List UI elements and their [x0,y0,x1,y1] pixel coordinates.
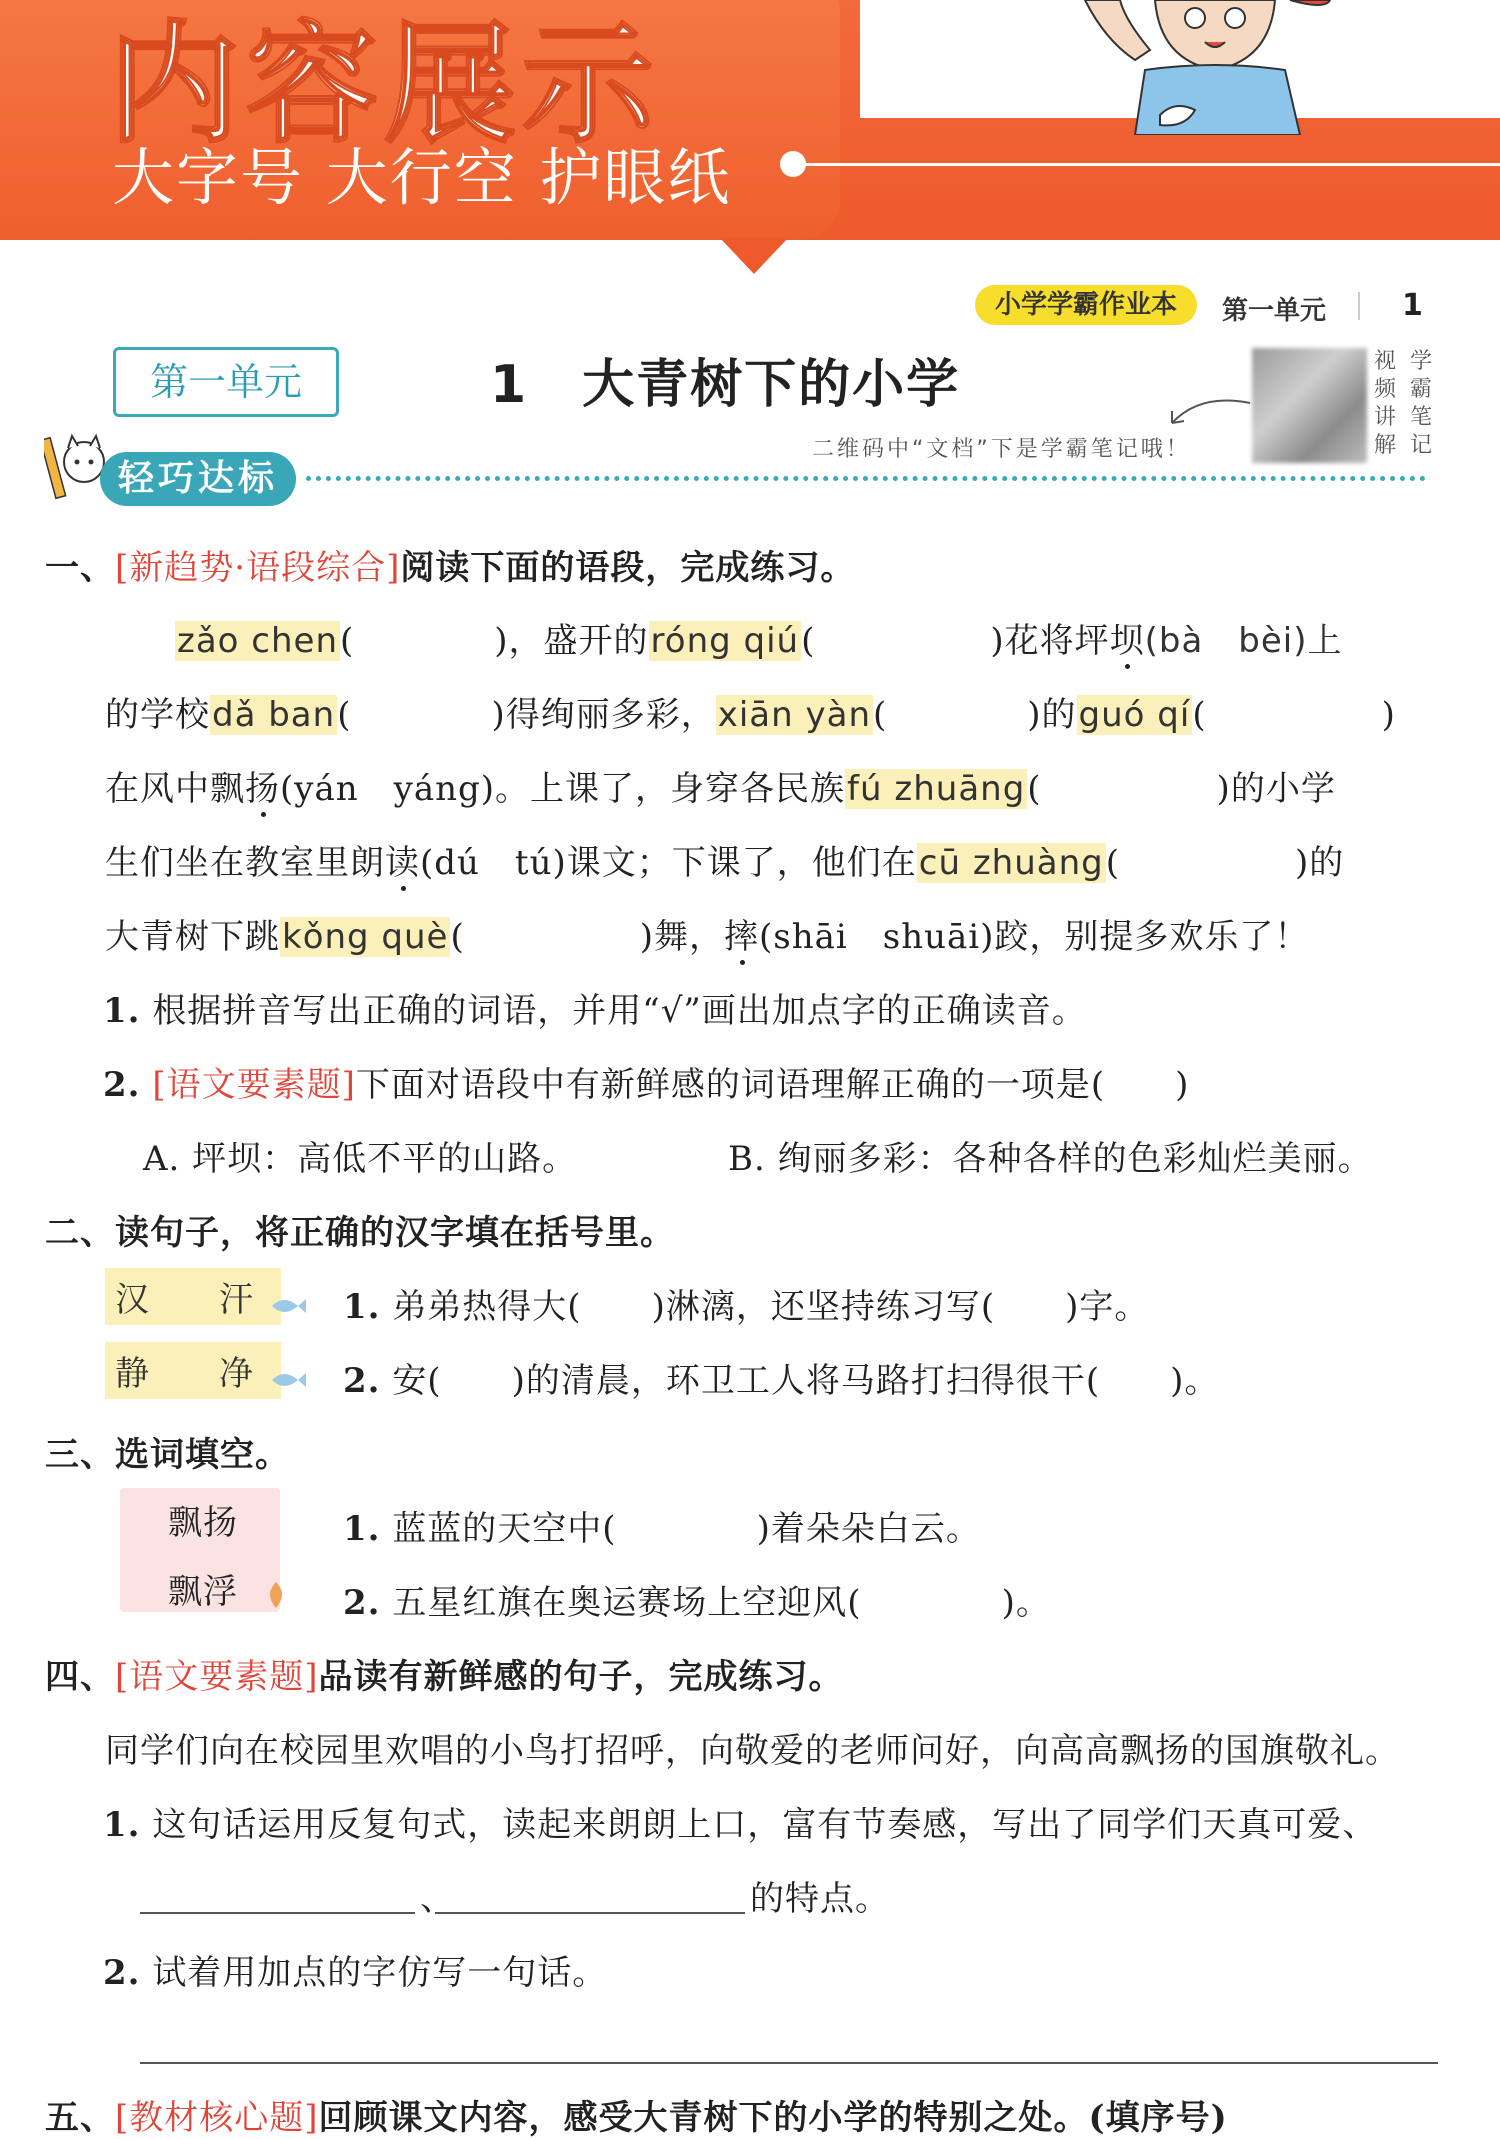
text: 大青树下跳 [105,917,280,957]
text: 的学校 [105,695,210,735]
pinyin-word: róng qiú [650,621,800,661]
banner-subtitle: 大字号 大行空 护眼纸 [112,141,732,214]
section-title: 阅读下面的语段，完成练习。 [400,548,856,588]
question-tag: [语文要素题] [152,1065,356,1105]
series-pill: 小学学霸作业本 [975,285,1197,325]
question-number: 1. [103,1805,141,1845]
passage-line-1 [175,613,1343,662]
cartoon-boy-illustration [1065,0,1365,135]
question-2-2 [343,1353,1219,1402]
header-separator [1358,292,1360,320]
qr-note: 二维码中“文档”下是学霸笔记哦！ [812,437,1191,462]
section4-passage: 同学们向在校园里欢唱的小鸟打招呼，向敬爱的老师问好，向高高飘扬的国旗敬礼。 [105,1731,1400,1771]
pinyin-word: xiān yàn [717,695,871,735]
blank-separator: 、 [420,1879,455,1919]
page-number: 1 [1402,288,1423,323]
text: (yán yáng)。上课了，身穿各民族 [280,769,846,809]
question-2-1 [343,1279,1149,1328]
arrow-icon [1160,395,1255,435]
text: ( )花将坪 [801,621,1110,661]
dotted-char: 扬 [245,769,280,809]
pinyin-word: cū zhuàng [918,843,1104,883]
text: ( )得绚丽多彩， [337,695,716,735]
pinyin-word: zǎo chen [177,621,338,661]
question-number: 1. [343,1509,381,1549]
text: 生们坐在教室里朗 [105,843,385,883]
banner-divider [800,163,1500,166]
dotted-divider [306,476,1426,481]
question-text: 五星红旗在奥运赛场上空迎风( )。 [392,1583,1051,1623]
passage-line-2 [105,687,1396,736]
question-text: 蓝蓝的天空中( )着朵朵白云。 [392,1509,981,1549]
unit-box: 第一单元 [113,347,339,417]
text: 在风中飘 [105,769,245,809]
promo-banner [0,0,1500,240]
question-3-1 [343,1501,981,1550]
answer-blank[interactable] [435,1912,745,1914]
section-number: 一、 [45,548,115,588]
question-text: 安( )的清晨，环卫工人将马路打扫得很干( )。 [392,1361,1220,1401]
section-title: 读句子，将正确的汉字填在括号里。 [115,1213,675,1253]
fish-icon [268,1368,308,1392]
question-number: 2. [343,1583,381,1623]
answer-blank[interactable] [140,1912,415,1914]
section-title: 选词填空。 [115,1435,290,1475]
question-1-1 [103,983,1087,1032]
text: (shāi shuāi)跤，别提多欢乐了！ [759,917,1310,957]
practice-badge: 轻巧达标 [100,452,296,506]
passage-line-3 [105,761,1336,810]
qr-side-col1: 视频讲解 [1374,349,1397,458]
header-unit: 第一单元 [1222,296,1327,326]
option-b[interactable]: B. 绚丽多彩：各种各样的色彩灿烂美丽。 [728,1139,1373,1179]
question-3-2 [343,1575,1051,1624]
question-number: 2. [343,1361,381,1401]
char-choice-chip: 汉 汗 [105,1268,281,1325]
section-number: 四、 [45,1657,115,1697]
question-number: 2. [103,1065,141,1105]
word-choice: 飘扬 [168,1503,238,1543]
text: ( )，盛开的 [340,621,649,661]
question-number: 2. [103,1953,141,1993]
banner-notch [720,238,788,274]
question-tail: 的特点。 [750,1879,890,1919]
dotted-char: 摔 [724,917,760,957]
lesson-title: 1 大青树下的小学 [490,355,961,415]
pinyin-word: kǒng què [282,917,449,957]
question-text: 弟弟热得大( )淋漓，还坚持练习写( )字。 [392,1287,1150,1327]
text: ( )的 [1105,843,1345,883]
dotted-char: 读 [385,843,420,883]
text: ( )舞， [450,917,725,957]
fish-icon [268,1294,308,1318]
section-tag: [新趋势·语段综合] [115,548,401,588]
question-text: 下面对语段中有新鲜感的词语理解正确的一项是( ) [355,1065,1190,1105]
section-title: 回顾课文内容，感受大青树下的小学的特别之处。(填序号) [318,2098,1228,2138]
section-tag: [语文要素题] [115,1657,319,1697]
text: ( )的 [873,695,1077,735]
section1-heading [45,540,855,589]
question-number: 1. [103,991,141,1031]
qr-side-col2: 学霸笔记 [1410,349,1433,458]
question-text: 根据拼音写出正确的词语，并用“√”画出加点字的正确读音。 [152,991,1087,1031]
text: (bà bèi)上 [1144,621,1343,661]
question-number: 1. [343,1287,381,1327]
char-choice-chip: 静 净 [105,1342,281,1399]
section-tag: [教材核心题] [115,2098,319,2138]
answer-line[interactable] [140,2062,1438,2064]
pinyin-word: fú zhuāng [847,769,1026,809]
pinyin-word: guó qí [1078,695,1191,735]
section-number: 二、 [45,1213,115,1253]
word-choice: 飘浮 [168,1572,238,1612]
text: (dú tú)课文；下课了，他们在 [420,843,917,883]
passage-line-4 [105,835,1344,884]
section3-heading [45,1427,290,1476]
section5-heading [45,2090,1228,2139]
question-4-1 [103,1797,1377,1846]
passage-line-5 [105,909,1309,958]
text: ( ) [1192,695,1396,735]
question-4-2 [103,1945,607,1994]
section2-heading [45,1205,675,1254]
qr-code[interactable] [1252,348,1367,463]
leaf-icon [264,1580,288,1610]
section4-heading [45,1649,844,1698]
section-title: 品读有新鲜感的句子，完成练习。 [318,1657,844,1697]
dotted-char: 坝 [1109,621,1145,661]
question-1-2 [103,1057,1189,1106]
question-text: 这句话运用反复句式，读起来朗朗上口，富有节奏感，写出了同学们天真可爱、 [152,1805,1378,1845]
text: ( )的小学 [1027,769,1336,809]
section-number: 三、 [45,1435,115,1475]
pinyin-word: dǎ ban [212,695,336,735]
banner-title: 内容展示 [108,8,660,162]
question-text: 试着用加点的字仿写一句话。 [152,1953,608,1993]
section-number: 五、 [45,2098,115,2138]
option-a[interactable]: A. 坪坝：高低不平的山路。 [143,1139,578,1179]
